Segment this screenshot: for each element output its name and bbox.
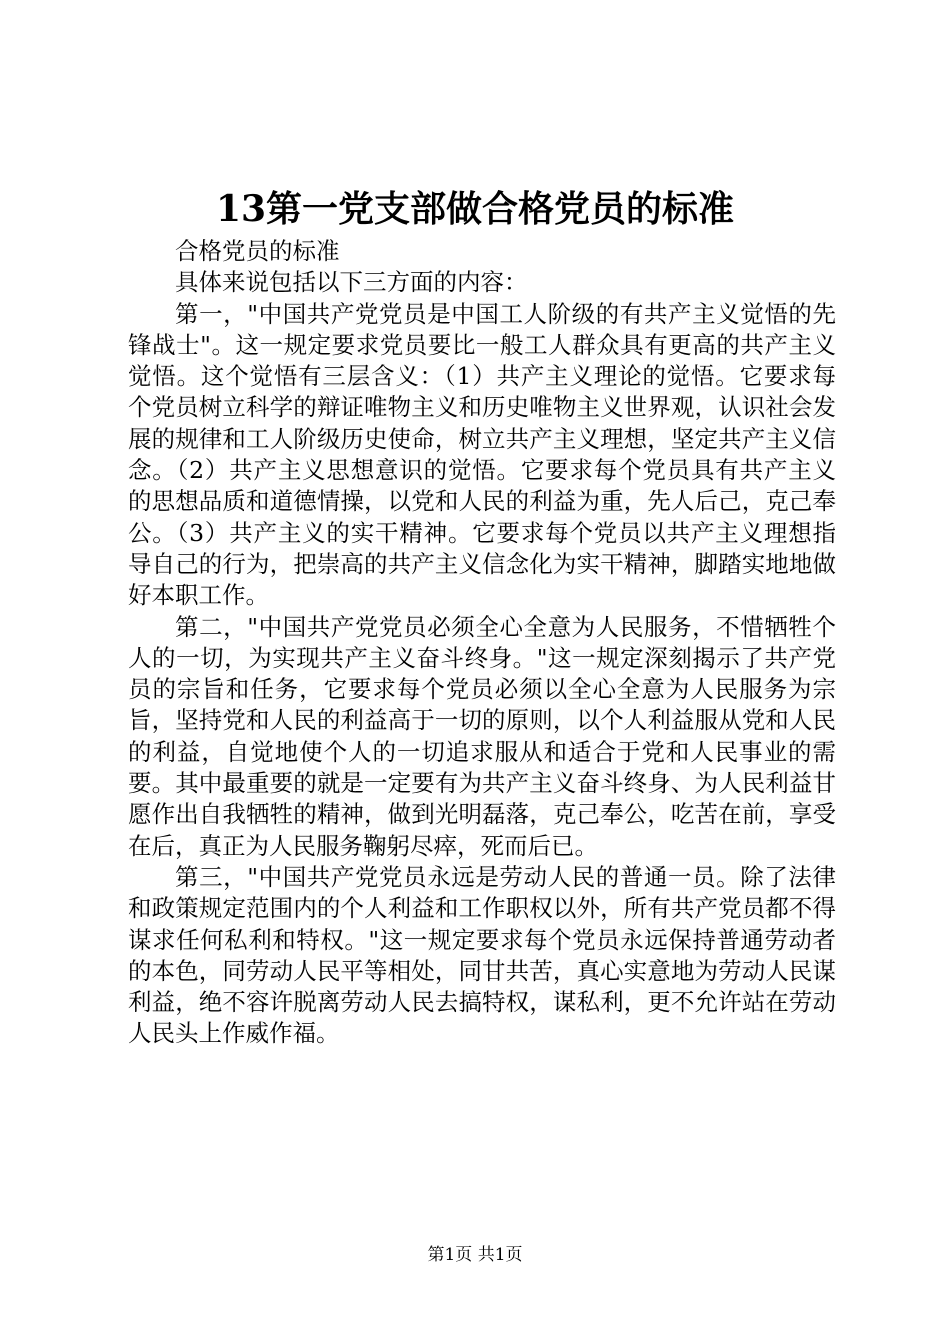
paragraph-first: 第一，"中国共产党党员是中国工人阶级的有共产主义觉悟的先锋战士"。这一规定要求党员要比一般工人群众具有更高的共产主义觉悟。这个觉悟有三层含义：（1）共产主义理论的觉悟。它要求每个党员树立科学的辩证唯物主义和历史唯物主义世界观，认识社会发展的规律和工人阶级历史使命，树立共产主义理想，坚定共产主义信念。（2）共产主义思想意识的觉悟。它要求每个党员具有共产主义的思想品质和道德情操，以党和人民的利益为重，先人后己，克己奉公。（3）共产主义的实干精神。它要求每个党员以共产主义理想指导自己的行为，把崇高的共产主义信念化为实干精神，脚踏实地地做好本职工作。 <box>128 299 836 610</box>
paragraph-third: 第三，"中国共产党党员永远是劳动人民的普通一员。除了法律和政策规定范围内的个人利益和工作职权以外，所有共产党员都不得谋求任何私利和特权。"这一规定要求每个党员永远保持普通劳动者的本色，同劳动人民平等相处，同甘共苦，真心实意地为劳动人民谋利益，绝不容许脱离劳动人民去搞特权，谋私利，更不允许站在劳动人民头上作威作福。 <box>128 862 836 1048</box>
document-body <box>128 236 836 1050</box>
page-footer: 第1页 共1页 <box>427 1245 523 1265</box>
document-title: 13第一党支部做合格党员的标准 <box>215 188 735 230</box>
paragraph-intro: 具体来说包括以下三方面的内容： <box>175 268 528 297</box>
paragraph-second: 第二，"中国共产党党员必须全心全意为人民服务，不惜牺牲个人的一切，为实现共产主义奋斗终身。"这一规定深刻揭示了共产党员的宗旨和任务，它要求每个党员必须以全心全意为人民服务为宗旨，坚持党和人民的利益高于一切的原则，以个人利益服从党和人民的利益，自觉地使个人的一切追求服从和适合于党和人民事业的需要。其中最重要的就是一定要有为共产主义奋斗终身、为人民利益甘愿作出自我牺牲的精神，做到光明磊落，克己奉公，吃苦在前，享受在后，真正为人民服务鞠躬尽瘁，死而后已。 <box>128 612 836 860</box>
paragraph-heading: 合格党员的标准 <box>175 237 340 265</box>
